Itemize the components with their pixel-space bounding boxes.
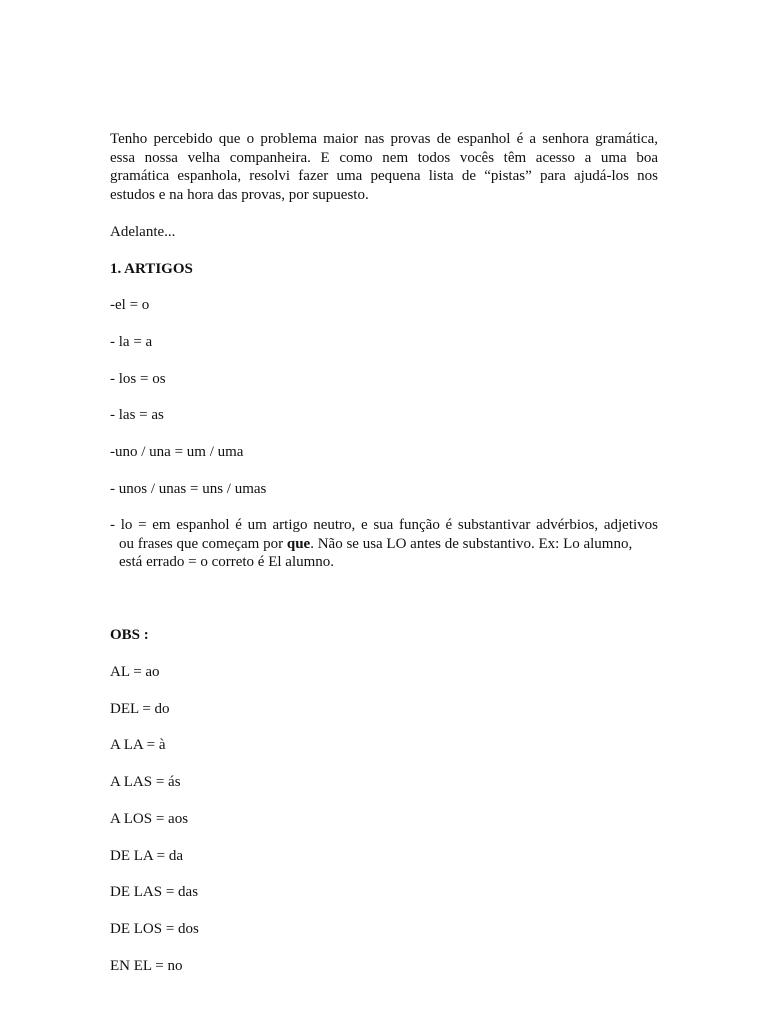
contraction-item: A LOS = aos [110,811,189,827]
lo-note-line-2-end: . Não se usa LO antes de substantivo. Ex: Lo alumno, [310,535,633,552]
contraction-item: DE LA = da [110,848,184,864]
contraction-item: DEL = do [110,701,170,717]
contraction-item: EN EL = no [110,958,183,974]
intro-line-1: Tenho percebido que o problema maior nas provas de espanhol é a senhora gramática, [110,131,658,147]
article-item: - la = a [110,334,153,350]
lo-note-line-2 [110,535,658,554]
intro-paragraph [110,130,658,204]
lo-note-line-3: está errado = o correto é El alumno. [119,554,335,570]
contraction-item: A LA = à [110,737,166,753]
adelante-text: Adelante... [110,224,176,240]
article-item: - las = as [110,407,164,423]
lo-note-line-2-start: ou frases que começam por [119,535,287,552]
lo-article-note [110,516,658,572]
contraction-item: AL = ao [110,664,160,680]
contraction-item: A LAS = ás [110,774,181,790]
lo-note-line-1: - lo = em espanhol é um artigo neutro, e sua função é substantivar advérbios, adjetivos [110,517,658,533]
contraction-item: DE LOS = dos [110,921,199,937]
intro-line-3: gramática espanhola, resolvi fazer uma pequena lista de “pistas” para ajudá-los nos [110,168,658,184]
article-item: -el = o [110,297,150,313]
article-item: - los = os [110,371,166,387]
contraction-item: DE LAS = das [110,884,199,900]
document-page [110,0,658,1024]
obs-heading: OBS : [110,627,149,643]
intro-line-4: estudos e na hora das provas, por supuesto. [110,186,369,203]
intro-line-2: essa nossa velha companheira. E como nem todos vocês têm acesso a uma boa [110,149,658,166]
article-item: -uno / una = um / uma [110,444,244,460]
section-heading-artigos: 1. ARTIGOS [110,261,193,277]
article-item: - unos / unas = uns / umas [110,481,267,497]
lo-note-keyword-que: que [286,535,311,552]
